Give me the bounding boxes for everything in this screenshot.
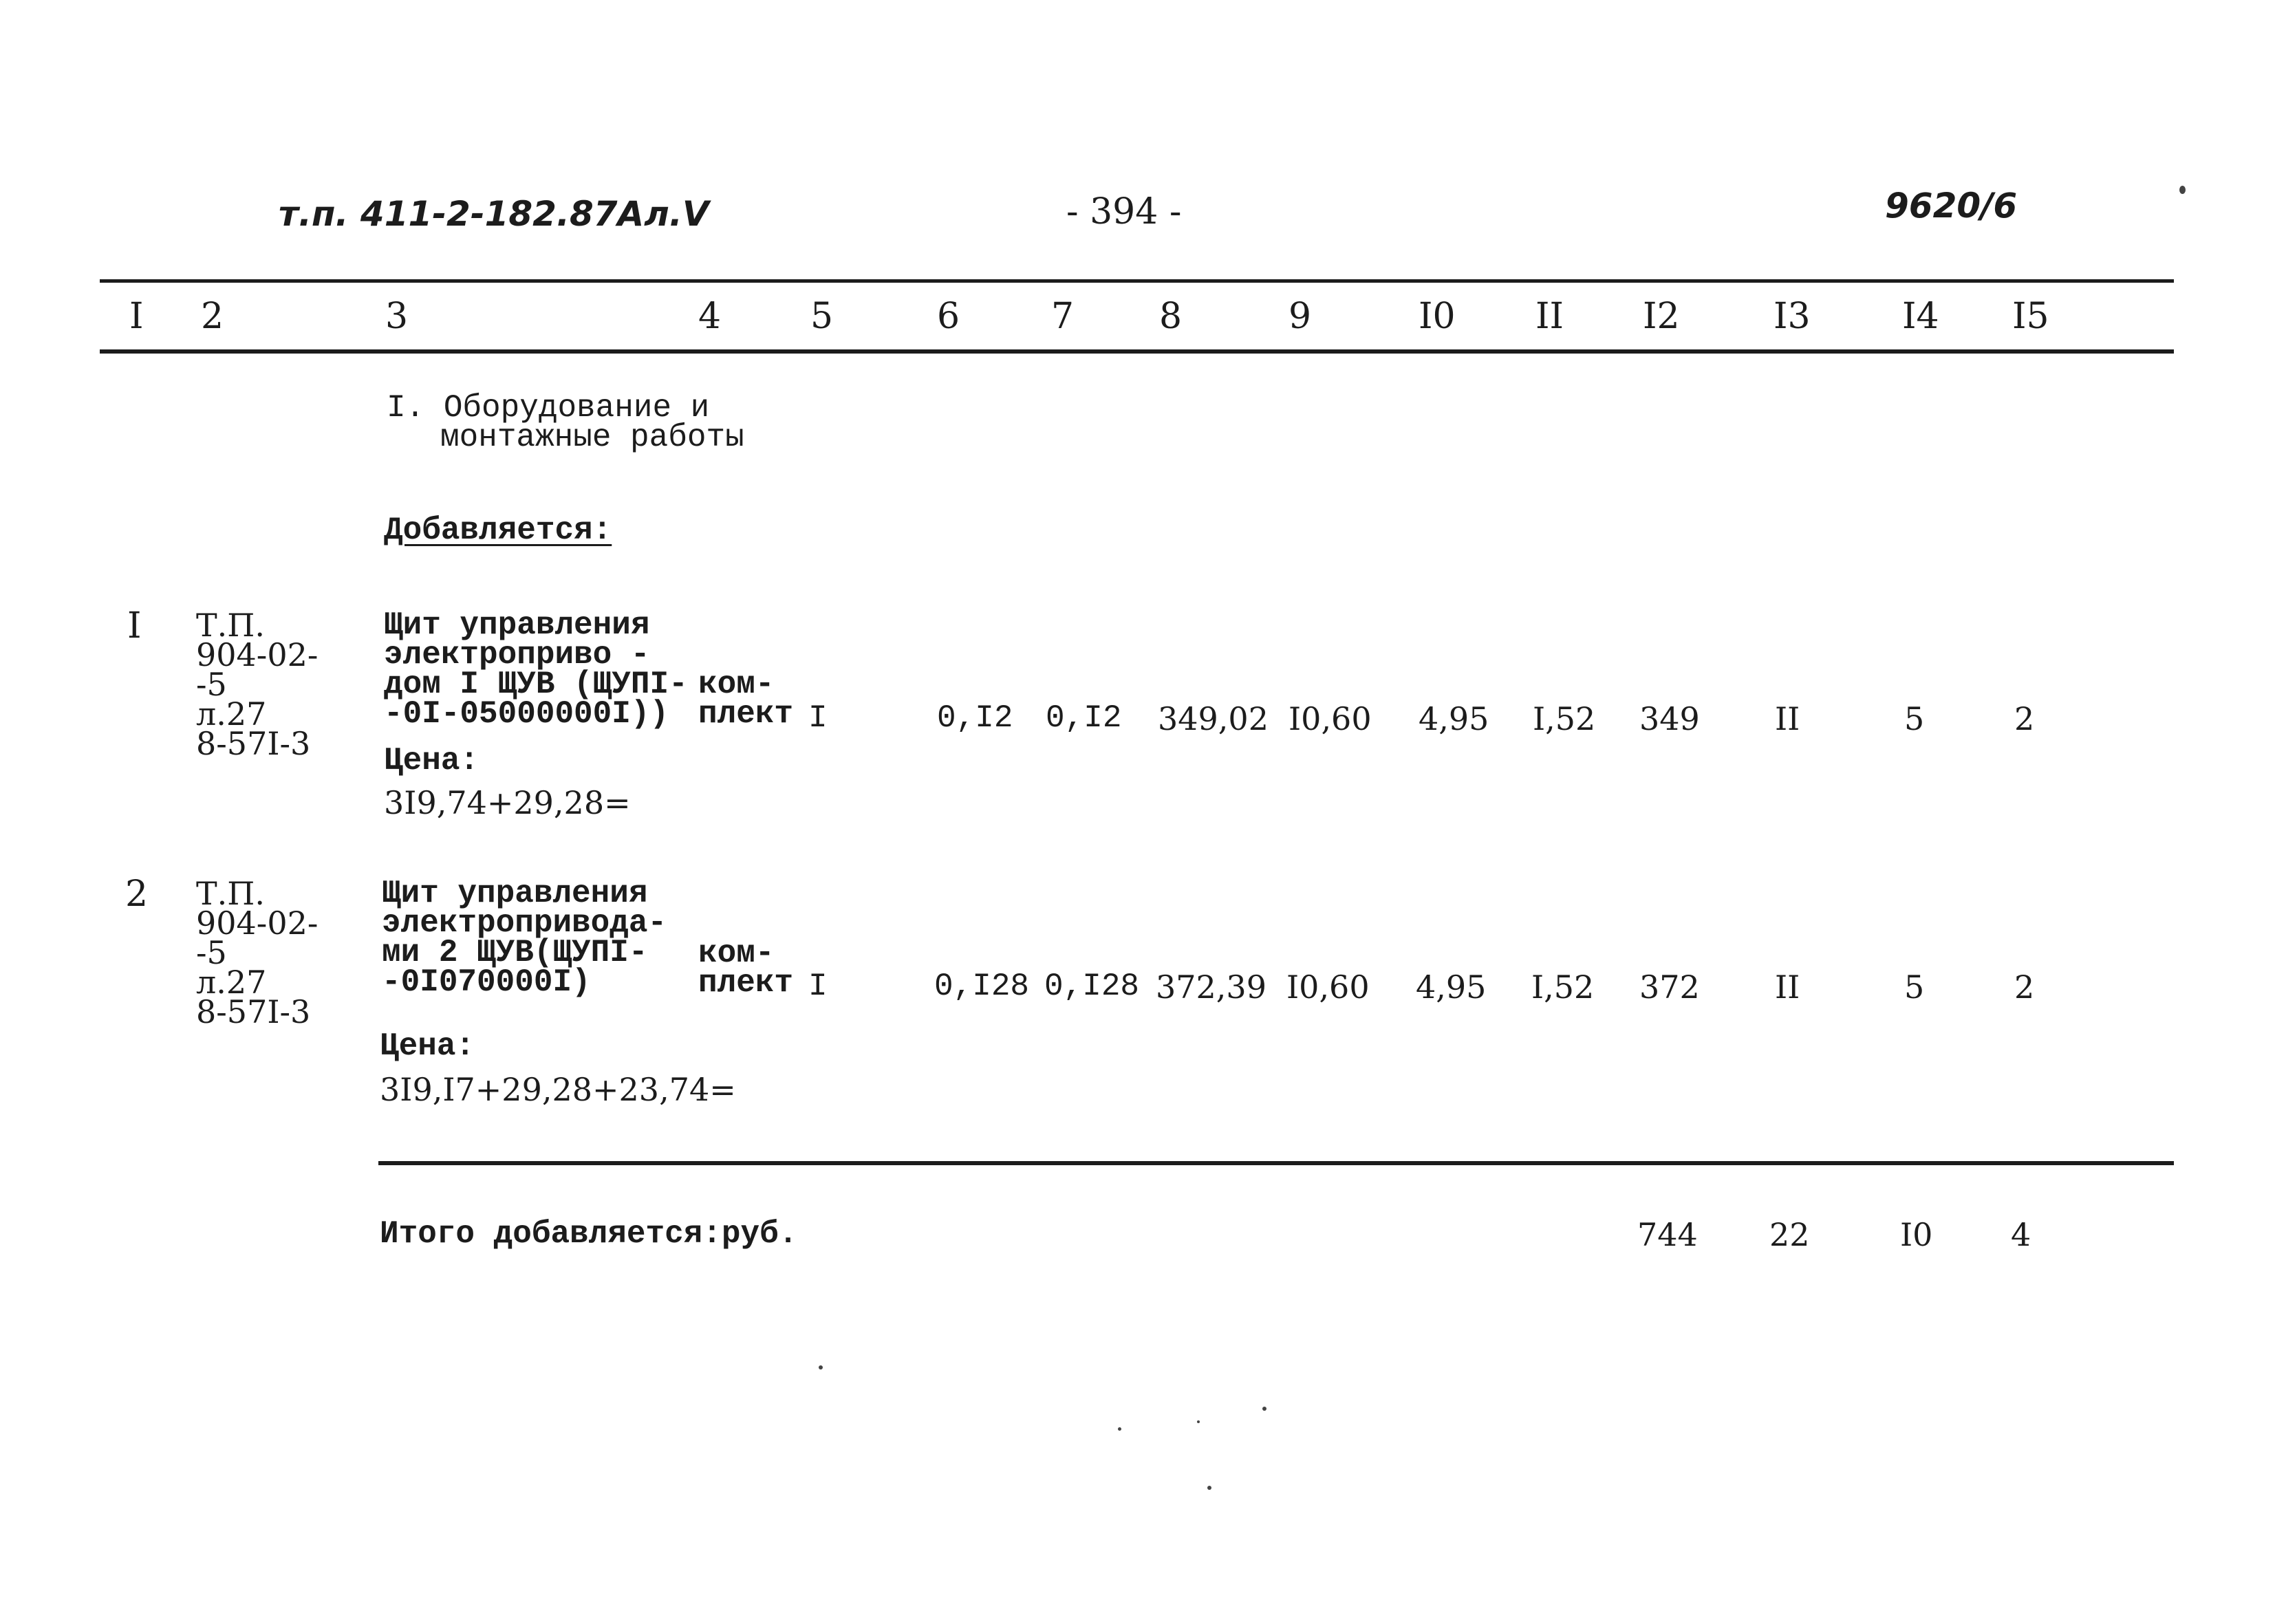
row-item-name [384, 607, 688, 732]
col-12-number: I2 [1643, 296, 1680, 337]
item-name-line: -0I070000I) [382, 964, 591, 1000]
scan-speck [819, 1365, 823, 1369]
reference-line: -5 [196, 666, 227, 703]
reference-line: 8-57I-3 [196, 993, 311, 1030]
total-rule [378, 1161, 2174, 1165]
scan-speck [1118, 1427, 1121, 1431]
total-col-13: 22 [1769, 1216, 1810, 1253]
reference-line: -5 [196, 934, 227, 971]
scan-speck [1197, 1420, 1200, 1423]
added-label: Добавляется: [384, 512, 612, 548]
item-name-line: -0I-05000000I)) [384, 696, 669, 732]
total-col-14: I0 [1900, 1216, 1933, 1253]
item-name-line: электропривода- [382, 905, 667, 941]
header-top-rule [100, 279, 2174, 283]
col-11-number: II [1535, 296, 1564, 337]
quantity: I [808, 700, 828, 736]
scan-speck [1207, 1486, 1211, 1490]
row-number: 2 [125, 874, 149, 915]
col-6-number: 6 [937, 296, 960, 337]
col-3-number: 3 [385, 296, 409, 337]
col-8-number: 8 [1159, 296, 1183, 337]
document-code: т.п. 411-2-182.87Ал.V [279, 194, 709, 234]
total-col-12: 744 [1637, 1216, 1698, 1253]
reference-line: Т.П. [196, 607, 266, 644]
cell-col-14: 5 [1904, 700, 1925, 737]
cell-col-12: 349 [1639, 700, 1700, 737]
cell-col-10: 4,95 [1419, 700, 1489, 737]
cell-col-8: 372,39 [1156, 968, 1266, 1006]
cell-col-15: 2 [2014, 968, 2035, 1006]
cell-col-7: 0,I28 [1044, 968, 1140, 1004]
col-9-number: 9 [1289, 296, 1312, 337]
row-reference [196, 875, 319, 1030]
col-7-number: 7 [1051, 296, 1075, 337]
col-14-number: I4 [1902, 296, 1939, 337]
reference-line: Т.П. [196, 875, 266, 912]
price-label: Цена: [380, 1028, 475, 1064]
unit-of-measure [698, 667, 794, 732]
cell-col-12: 372 [1639, 968, 1700, 1006]
cell-col-13: II [1775, 700, 1800, 737]
scan-speck [1262, 1407, 1266, 1411]
total-col-15: 4 [2011, 1216, 2031, 1253]
item-name-line: Щит управления [384, 607, 650, 643]
section-title-line-2: монтажные работы [440, 420, 744, 455]
cell-col-11: I,52 [1533, 700, 1596, 737]
scan-speck [2179, 186, 2186, 194]
cell-col-11: I,52 [1531, 968, 1595, 1006]
item-name-line: дом I ЩУВ (ЩУПI- [384, 667, 688, 702]
cell-col-7: 0,I2 [1046, 700, 1122, 736]
unit-line: плект [698, 696, 794, 732]
price-formula: 3I9,I7+29,28+23,74= [380, 1071, 736, 1108]
cell-col-10: 4,95 [1416, 968, 1487, 1006]
item-name-line: Щит управления [382, 876, 648, 911]
unit-line: ком- [698, 667, 775, 702]
cell-col-6: 0,I2 [937, 700, 1013, 736]
cell-col-6: 0,I28 [934, 968, 1030, 1004]
col-2-number: 2 [201, 296, 224, 337]
header-bottom-rule [100, 349, 2174, 354]
price-formula: 3I9,74+29,28= [384, 784, 631, 821]
col-10-number: I0 [1419, 296, 1456, 337]
cell-col-14: 5 [1904, 968, 1925, 1006]
reference-line: л.27 [196, 964, 267, 1001]
section-title-line-1: I. Оборудование и [387, 390, 710, 426]
col-15-number: I5 [2012, 296, 2049, 337]
col-13-number: I3 [1773, 296, 1811, 337]
page-number: - 394 - [1066, 191, 1182, 232]
quantity: I [808, 968, 828, 1004]
unit-of-measure [698, 935, 794, 1001]
cell-col-8: 349,02 [1158, 700, 1269, 737]
unit-line: ком- [698, 935, 775, 971]
section-title [387, 390, 744, 455]
row-item-name [382, 876, 667, 1000]
reference-line: 904-02- [196, 636, 319, 673]
cell-col-9: I0,60 [1289, 700, 1372, 737]
col-5-number: 5 [810, 296, 834, 337]
unit-line: плект [698, 965, 794, 1001]
cell-col-9: I0,60 [1286, 968, 1370, 1006]
col-1-number: I [129, 296, 144, 337]
col-4-number: 4 [698, 296, 722, 337]
reference-line: л.27 [196, 695, 267, 733]
sheet-reference: 9620/6 [1885, 186, 2018, 226]
item-name-line: ми 2 ЩУВ(ЩУПI- [382, 935, 648, 971]
row-reference [196, 607, 319, 762]
cell-col-15: 2 [2014, 700, 2035, 737]
price-label: Цена: [384, 743, 479, 779]
row-number: I [127, 605, 142, 647]
item-name-line: электроприво - [384, 637, 650, 673]
reference-line: 904-02- [196, 905, 319, 942]
total-label: Итого добавляется:руб. [380, 1216, 798, 1252]
reference-line: 8-57I-3 [196, 725, 311, 762]
cell-col-13: II [1775, 968, 1800, 1006]
